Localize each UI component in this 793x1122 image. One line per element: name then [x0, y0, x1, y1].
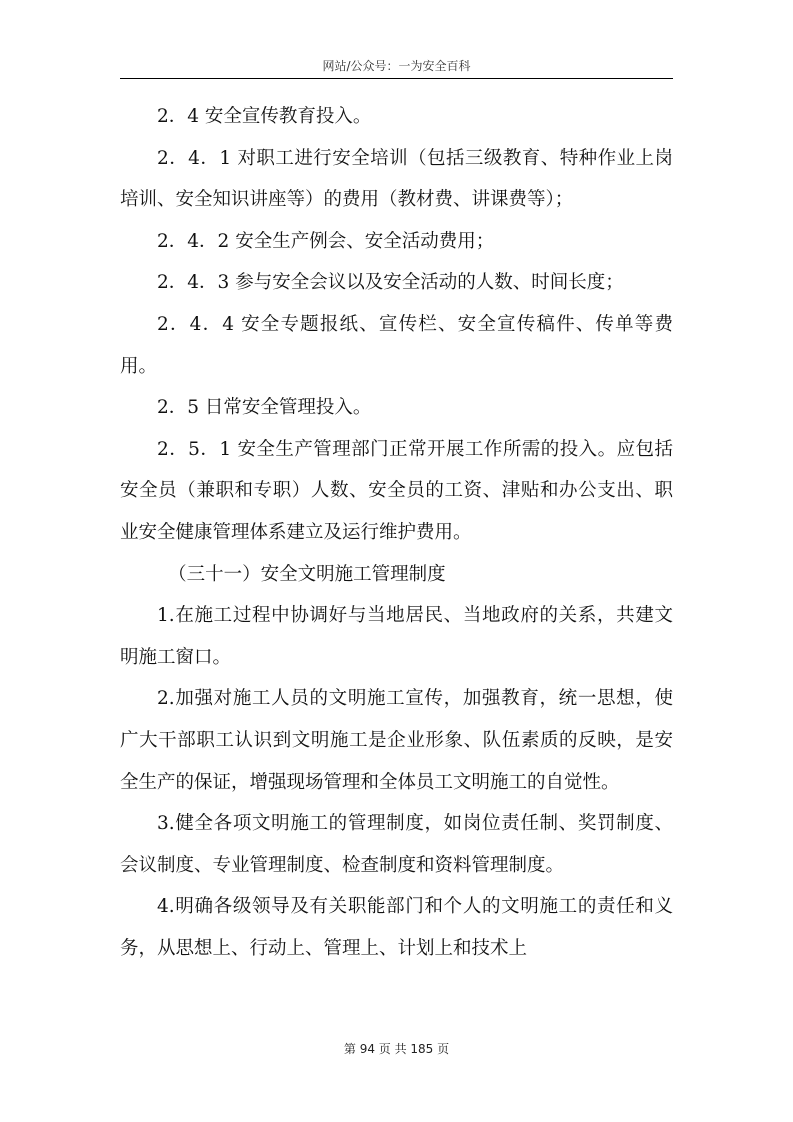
page-footer: 第 94 页 共 185 页	[343, 1042, 450, 1056]
paragraph: 2．5．1 安全生产管理部门正常开展工作所需的投入。应包括安全员（兼职和专职）人数、安全员的工资、津贴和办公支出、职业安全健康管理体系建立及运行维护费用。	[120, 438, 673, 543]
paragraph: 2．5 日常安全管理投入。	[157, 397, 372, 419]
paragraph: 2．4．4 安全专题报纸、宣传栏、安全宣传稿件、传单等费用。	[120, 313, 673, 377]
paragraph: 3.健全各项文明施工的管理制度，如岗位责任制、奖罚制度、会议制度、专业管理制度、检查制度和资料管理制度。	[120, 813, 673, 876]
paragraph: 1.在施工过程中协调好与当地居民、当地政府的关系，共建文明施工窗口。	[120, 605, 673, 668]
paragraph: 2．4 安全宣传教育投入。	[157, 106, 372, 127]
document-body	[120, 96, 673, 969]
page-header: 网站/公众号：一为安全百科	[120, 54, 673, 79]
paragraph: 4.明确各级领导及有关职能部门和个人的文明施工的责任和义务，从思想上、行动上、管理上、计划上和技术上	[120, 896, 673, 959]
paragraph: 2．4．2 安全生产例会、安全活动费用；	[157, 230, 495, 252]
paragraph: 2.加强对施工人员的文明施工宣传，加强教育，统一思想，使广大干部职工认识到文明施工是企业形象、队伍素质的反映，是安全生产的保证，增强现场管理和全体员工文明施工的自觉性。	[120, 688, 673, 793]
paragraph: 2．4．1 对职工进行安全培训（包括三级教育、特种作业上岗培训、安全知识讲座等）的费用（教材费、讲课费等）；	[120, 147, 673, 211]
section-heading: （三十一）安全文明施工管理制度	[168, 563, 446, 585]
paragraph: 2．4．3 参与安全会议以及安全活动的人数、时间长度；	[157, 272, 624, 294]
